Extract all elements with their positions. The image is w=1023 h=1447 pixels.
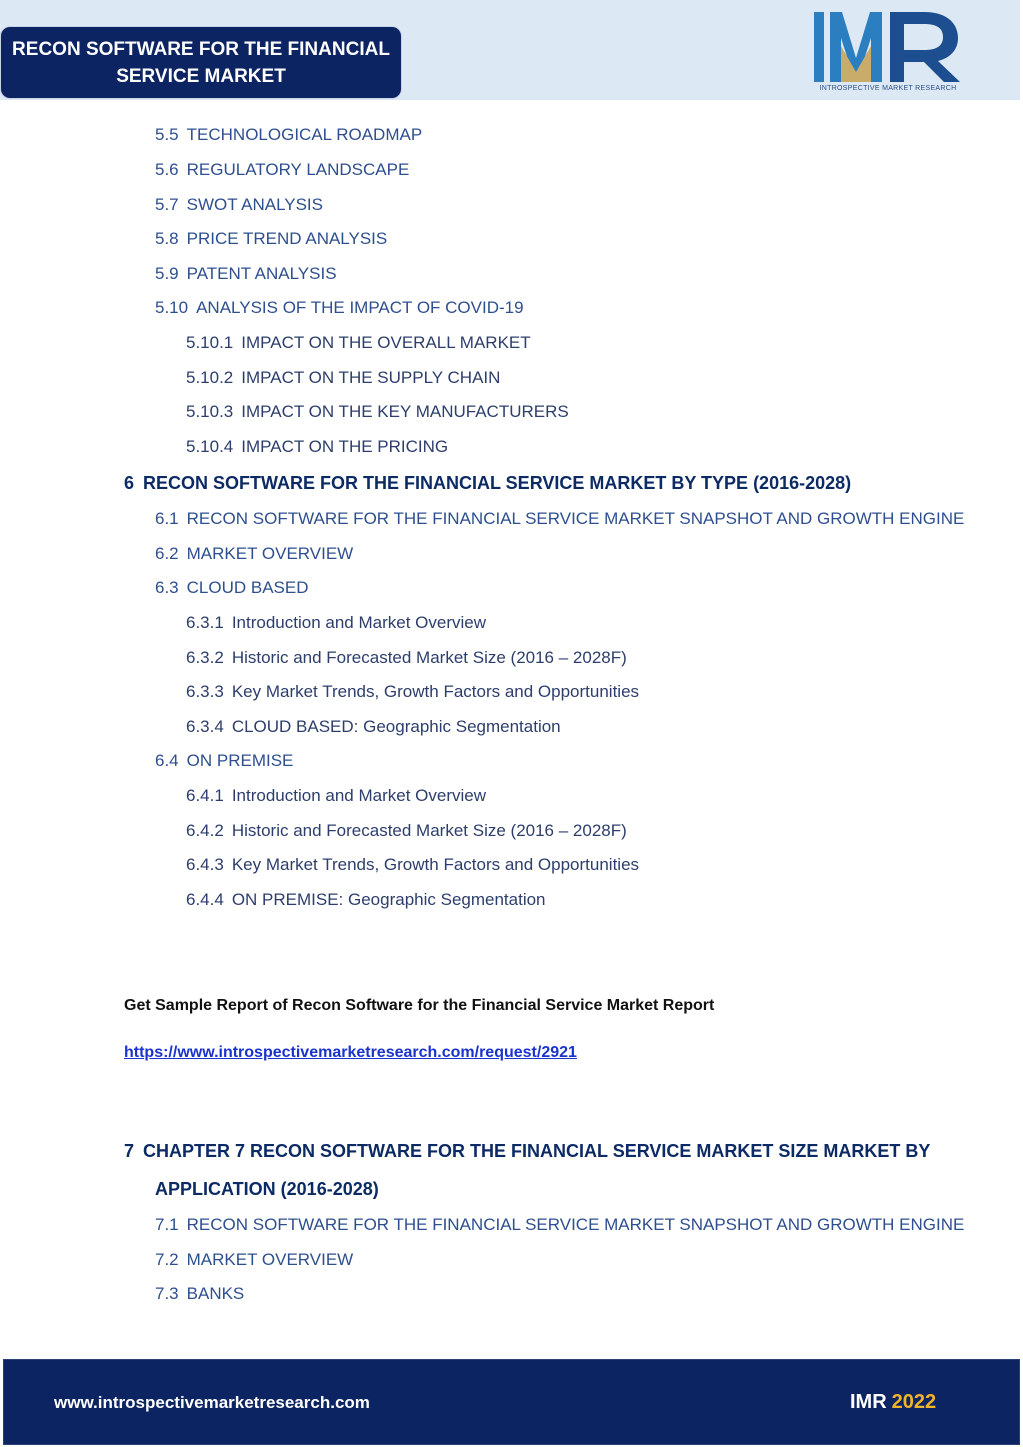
toc-label: MARKET OVERVIEW <box>186 1250 354 1269</box>
toc-number: 6.3.1 <box>186 613 224 632</box>
toc-number: 7.2 <box>155 1250 179 1269</box>
toc-number: 5.9 <box>155 264 179 283</box>
toc-label: RECON SOFTWARE FOR THE FINANCIAL SERVICE MARKET SNAPSHOT AND GROWTH ENGINE <box>186 509 965 528</box>
toc-number: 5.10.4 <box>186 437 234 456</box>
toc-number: 6.1 <box>155 509 179 528</box>
toc-number: 5.5 <box>155 125 179 144</box>
toc-label: MARKET OVERVIEW <box>186 544 354 563</box>
toc-label: SWOT ANALYSIS <box>186 195 323 214</box>
chapter-title-continued: APPLICATION (2016-2028) <box>155 1179 379 1199</box>
toc-subitem <box>186 786 486 806</box>
logo-r-shape <box>890 12 960 82</box>
toc-label: Historic and Forecasted Market Size (2016 – 2028F) <box>231 648 627 667</box>
toc-label: ON PREMISE: Geographic Segmentation <box>231 890 546 909</box>
toc-number: 6.3.2 <box>186 648 224 667</box>
toc-subitem <box>186 682 639 702</box>
toc-item <box>155 1215 964 1235</box>
toc-label: IMPACT ON THE KEY MANUFACTURERS <box>241 402 569 421</box>
toc-label: RECON SOFTWARE FOR THE FINANCIAL SERVICE MARKET SNAPSHOT AND GROWTH ENGINE <box>186 1215 965 1234</box>
footer-brand-name: IMR <box>850 1391 887 1413</box>
toc-subitem <box>186 821 627 841</box>
toc-number: 5.8 <box>155 229 179 248</box>
toc-label: Key Market Trends, Growth Factors and Opportunities <box>231 855 640 874</box>
toc-item <box>155 160 409 180</box>
toc-label: PRICE TREND ANALYSIS <box>186 229 388 248</box>
chapter-heading <box>124 472 851 494</box>
toc-subitem <box>186 613 486 633</box>
toc-item <box>155 298 524 318</box>
footer <box>3 1359 1020 1445</box>
toc-number: 6.2 <box>155 544 179 563</box>
toc-number: 6.3.3 <box>186 682 224 701</box>
toc-item <box>155 264 337 284</box>
toc-number: 6.4.4 <box>186 890 224 909</box>
toc-item <box>155 751 293 771</box>
toc-item <box>155 578 309 598</box>
toc-label: Historic and Forecasted Market Size (2016 – 2028F) <box>231 821 627 840</box>
sample-report-text: Get Sample Report of Recon Software for the Financial Service Market Report <box>124 997 715 1014</box>
toc-number: 6.3 <box>155 578 179 597</box>
toc-item <box>155 509 964 529</box>
toc-label: Introduction and Market Overview <box>231 613 486 632</box>
toc-item <box>155 195 323 215</box>
toc-subitem <box>186 717 561 737</box>
toc-label: Key Market Trends, Growth Factors and Opportunities <box>231 682 640 701</box>
toc-label: Introduction and Market Overview <box>231 786 486 805</box>
toc-label: IMPACT ON THE SUPPLY CHAIN <box>241 368 501 387</box>
toc-number: 6.4.1 <box>186 786 224 805</box>
toc-label: BANKS <box>186 1284 245 1303</box>
footer-website: www.introspectivemarketresearch.com <box>54 1393 370 1412</box>
toc-number: 6.3.4 <box>186 717 224 736</box>
toc-label: TECHNOLOGICAL ROADMAP <box>186 125 423 144</box>
toc-item <box>155 125 422 145</box>
toc-label: CLOUD BASED <box>186 578 309 597</box>
toc-item <box>155 1284 244 1304</box>
toc-item <box>155 1250 353 1270</box>
toc-number: 6.4 <box>155 751 179 770</box>
toc-item <box>155 229 387 249</box>
logo-i-bar <box>814 12 824 82</box>
toc-label: ANALYSIS OF THE IMPACT OF COVID-19 <box>196 298 524 317</box>
sample-report-link[interactable]: https://www.introspectivemarketresearch.com/request/2921 <box>124 1044 577 1061</box>
toc-subitem <box>186 890 546 910</box>
toc-subitem <box>186 437 448 457</box>
toc-number: 7.1 <box>155 1215 179 1234</box>
toc-subitem <box>186 648 627 668</box>
document-title: RECON SOFTWARE FOR THE FINANCIAL SERVICE MARKET <box>1 27 401 98</box>
toc-number: 5.6 <box>155 160 179 179</box>
toc-label: ON PREMISE <box>186 751 294 770</box>
toc-number: 5.7 <box>155 195 179 214</box>
toc-label: IMPACT ON THE OVERALL MARKET <box>241 333 531 352</box>
toc-label: IMPACT ON THE PRICING <box>241 437 449 456</box>
toc-item <box>155 544 353 564</box>
toc-label: REGULATORY LANDSCAPE <box>186 160 410 179</box>
toc-label: PATENT ANALYSIS <box>186 264 337 283</box>
toc-number: 7.3 <box>155 1284 179 1303</box>
toc-number: 5.10.2 <box>186 368 234 387</box>
toc-subitem <box>186 402 569 422</box>
footer-brand <box>850 1391 936 1414</box>
chapter-title: CHAPTER 7 RECON SOFTWARE FOR THE FINANCIAL SERVICE MARKET SIZE MARKET BY <box>143 1141 931 1161</box>
toc-subitem <box>186 368 500 388</box>
toc-number: 5.10 <box>155 298 189 317</box>
toc-number: 5.10.3 <box>186 402 234 421</box>
chapter-number: 7 <box>124 1141 135 1161</box>
footer-year: 2022 <box>891 1391 937 1413</box>
toc-number: 6.4.3 <box>186 855 224 874</box>
logo-caption: INTROSPECTIVE MARKET RESEARCH <box>819 85 957 92</box>
logo-m-shape <box>830 12 882 82</box>
toc-number: 6.4.2 <box>186 821 224 840</box>
imr-logo <box>812 10 962 94</box>
toc-subitem <box>186 855 639 875</box>
chapter-heading <box>124 1140 930 1162</box>
chapter-title: RECON SOFTWARE FOR THE FINANCIAL SERVICE MARKET BY TYPE (2016-2028) <box>143 473 852 493</box>
toc-number: 5.10.1 <box>186 333 234 352</box>
toc-subitem <box>186 333 531 353</box>
toc-label: CLOUD BASED: Geographic Segmentation <box>231 717 561 736</box>
chapter-number: 6 <box>124 473 135 493</box>
